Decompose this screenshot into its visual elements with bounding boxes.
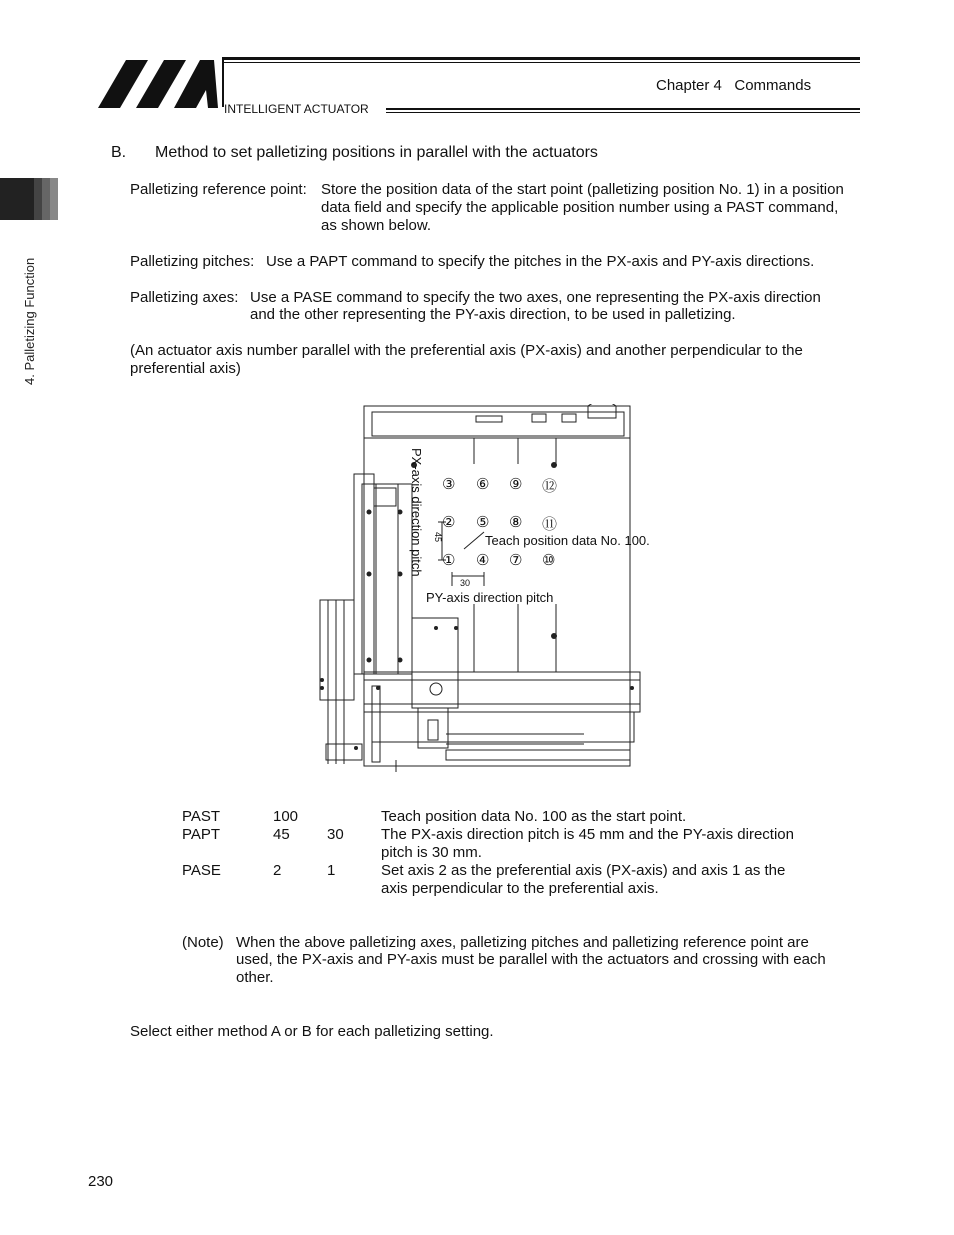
ref-point-text-2: data field and specify the applicable position number using a PAST command, — [321, 199, 839, 216]
py-axis-label: PY-axis direction pitch — [426, 590, 554, 605]
command-description-cont: pitch is 30 mm. — [381, 844, 482, 861]
command-name: PAPT — [182, 826, 221, 843]
command-operand-1: 2 — [273, 862, 282, 879]
command-description-cont: axis perpendicular to the preferential axis. — [381, 880, 659, 897]
position-3: ③ — [442, 476, 456, 493]
command-name: PAST — [182, 808, 221, 825]
header-rule-bottom-thin — [386, 112, 860, 113]
position-1: ① — [442, 552, 456, 569]
pitch-30-label: 30 — [460, 578, 471, 588]
position-8: ⑧ — [509, 514, 523, 531]
paren-note-2: preferential axis) — [130, 360, 241, 377]
position-9: ⑨ — [509, 476, 523, 493]
note-text-2: used, the PX-axis and PY-axis must be parallel with the actuators and crossing with each — [236, 951, 826, 968]
pitches-label: Palletizing pitches: — [130, 253, 255, 270]
position-7: ⑦ — [509, 552, 523, 569]
header-rule-left — [222, 57, 224, 107]
closing-text: Select either method A or B for each palletizing setting. — [130, 1023, 494, 1040]
section-side-label: 4. Palletizing Function — [22, 257, 37, 385]
command-operand-2: 1 — [327, 862, 336, 879]
ref-point-text-1: Store the position data of the start point (palletizing position No. 1) in a position — [321, 181, 844, 198]
position-10: ⑩ — [542, 552, 556, 569]
command-description: The PX-axis direction pitch is 45 mm and the PY-axis direction — [381, 826, 794, 843]
command-description: Teach position data No. 100 as the start point. — [381, 808, 687, 825]
header-rule-top-thin — [224, 62, 860, 63]
brand-subtitle: INTELLIGENT ACTUATOR — [224, 102, 369, 116]
position-4: ④ — [476, 552, 490, 569]
command-operand-1: 45 — [273, 826, 290, 843]
note-label: (Note) — [182, 934, 224, 951]
axes-label: Palletizing axes: — [130, 289, 239, 306]
header-rule-bottom — [386, 108, 860, 110]
axes-text-1: Use a PASE command to specify the two axes, one representing the PX-axis direction — [250, 289, 821, 306]
section-letter: B. — [111, 144, 127, 161]
teach-position-label: Teach position data No. 100. — [485, 533, 650, 548]
ref-point-label: Palletizing reference point: — [130, 181, 307, 198]
position-12: ⑫ — [542, 478, 558, 495]
chapter-title: Chapter 4 Commands — [656, 77, 812, 94]
section-tab — [0, 178, 58, 220]
page-number: 230 — [88, 1173, 114, 1190]
position-11: ⑪ — [542, 516, 558, 533]
command-name: PASE — [182, 862, 221, 879]
pitches-text: Use a PAPT command to specify the pitches in the PX-axis and PY-axis directions. — [266, 253, 815, 270]
command-operand-2: 30 — [327, 826, 344, 843]
ref-point-text-3: as shown below. — [321, 217, 432, 234]
paren-note-1: (An actuator axis number parallel with the preferential axis (PX-axis) and another perpendicular to the — [130, 342, 803, 359]
position-2: ② — [442, 514, 456, 531]
axes-text-2: and the other representing the PY-axis direction, to be used in palletizing. — [250, 306, 736, 323]
note-text-3: other. — [236, 969, 274, 986]
note-text-1: When the above palletizing axes, palletizing pitches and palletizing reference point are — [236, 934, 809, 951]
section-heading: Method to set palletizing positions in parallel with the actuators — [155, 144, 598, 161]
command-description: Set axis 2 as the preferential axis (PX-axis) and axis 1 as the — [381, 862, 786, 879]
position-6: ⑥ — [476, 476, 490, 493]
command-operand-1: 100 — [273, 808, 299, 825]
header-rule-top — [224, 57, 860, 60]
px-axis-label: PX-axis direction pitch — [409, 448, 424, 577]
iai-logo — [96, 58, 220, 110]
pitch-45-label: 45 — [433, 532, 443, 543]
position-5: ⑤ — [476, 514, 490, 531]
